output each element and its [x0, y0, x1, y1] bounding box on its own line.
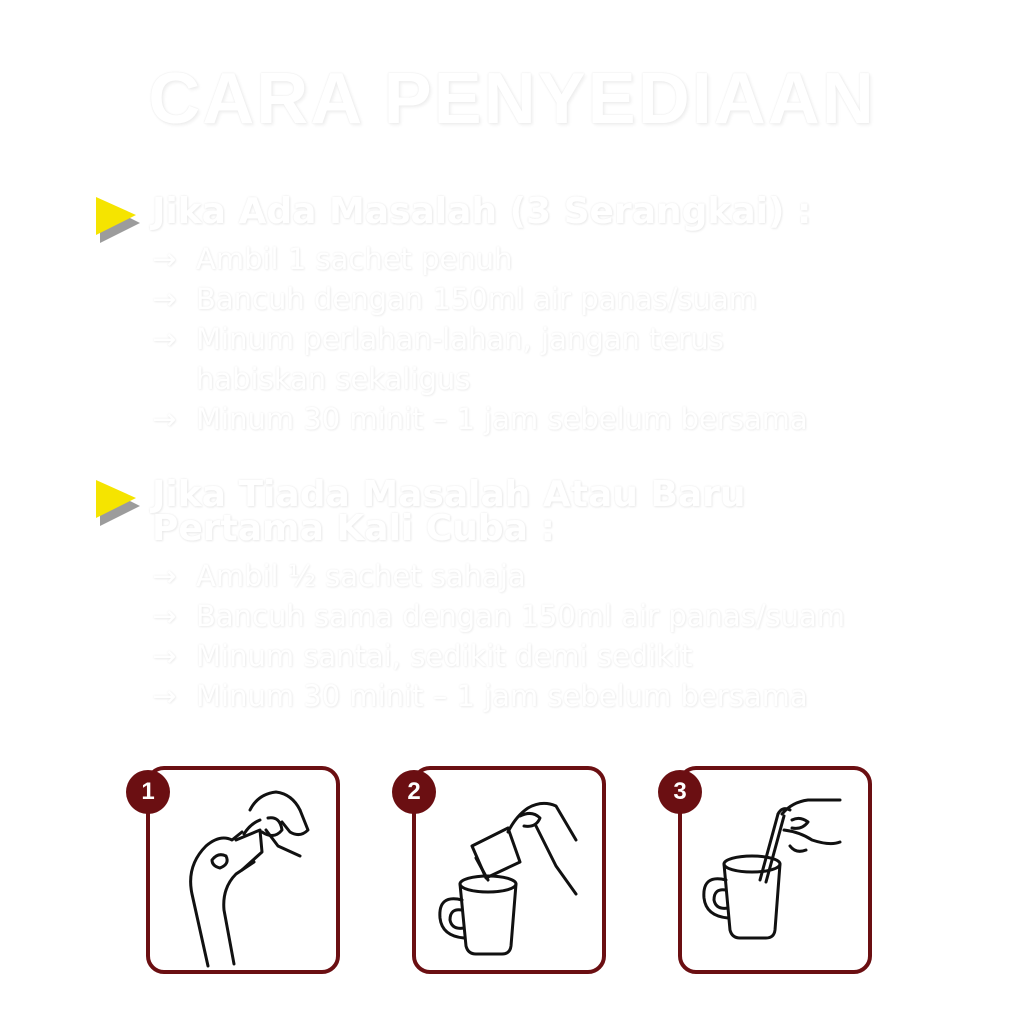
arrow-right-icon: →: [152, 282, 177, 316]
stir-cup-icon: [682, 770, 868, 970]
step-number-badge: 1: [126, 770, 170, 814]
tear-sachet-icon: [150, 770, 336, 970]
section-first-time: [96, 474, 956, 716]
arrow-right-icon: →: [152, 322, 177, 356]
list-item: → Minum 30 minit – 1 jam sebelum bersama: [152, 676, 956, 716]
step-number-badge: 3: [658, 770, 702, 814]
section-heading: Jika Ada Masalah (3 Serangkai) :: [152, 191, 812, 232]
steps-list: [96, 556, 956, 716]
steps-list: [96, 239, 956, 439]
arrow-right-icon: →: [152, 402, 177, 436]
list-item: → Minum 30 minit – 1 jam sebelum bersama: [152, 399, 956, 439]
list-item: → Minum santai, sedikit demi sedikit: [152, 636, 956, 676]
step-card-3: [673, 766, 872, 974]
step-card-1: [141, 766, 340, 974]
pour-into-cup-icon: [416, 770, 602, 970]
arrow-bullet-icon: [96, 195, 142, 247]
list-item: → Bancuh dengan 150ml air panas/suam: [152, 279, 956, 319]
list-item: → Bancuh sama dengan 150ml air panas/suam: [152, 596, 956, 636]
arrow-right-icon: →: [152, 679, 177, 713]
arrow-right-icon: →: [152, 242, 177, 276]
list-item: → Ambil 1 sachet penuh: [152, 239, 956, 279]
arrow-right-icon: →: [152, 599, 177, 633]
step-cards: [0, 760, 1024, 980]
arrow-right-icon: →: [152, 639, 177, 673]
list-item: → Minum perlahan-lahan, jangan terus habiskan sekaligus: [152, 319, 776, 399]
page-title: CARA PENYEDIAAN: [148, 59, 876, 139]
step-number-badge: 2: [392, 770, 436, 814]
section-heading: Jika Tiada Masalah Atau Baru Pertama Kali Cuba :: [152, 474, 746, 549]
list-item: → Ambil ½ sachet sahaja: [152, 556, 956, 596]
arrow-right-icon: →: [152, 559, 177, 593]
arrow-bullet-icon: [96, 478, 142, 530]
section-with-problem: [96, 191, 956, 439]
step-card-2: [407, 766, 606, 974]
